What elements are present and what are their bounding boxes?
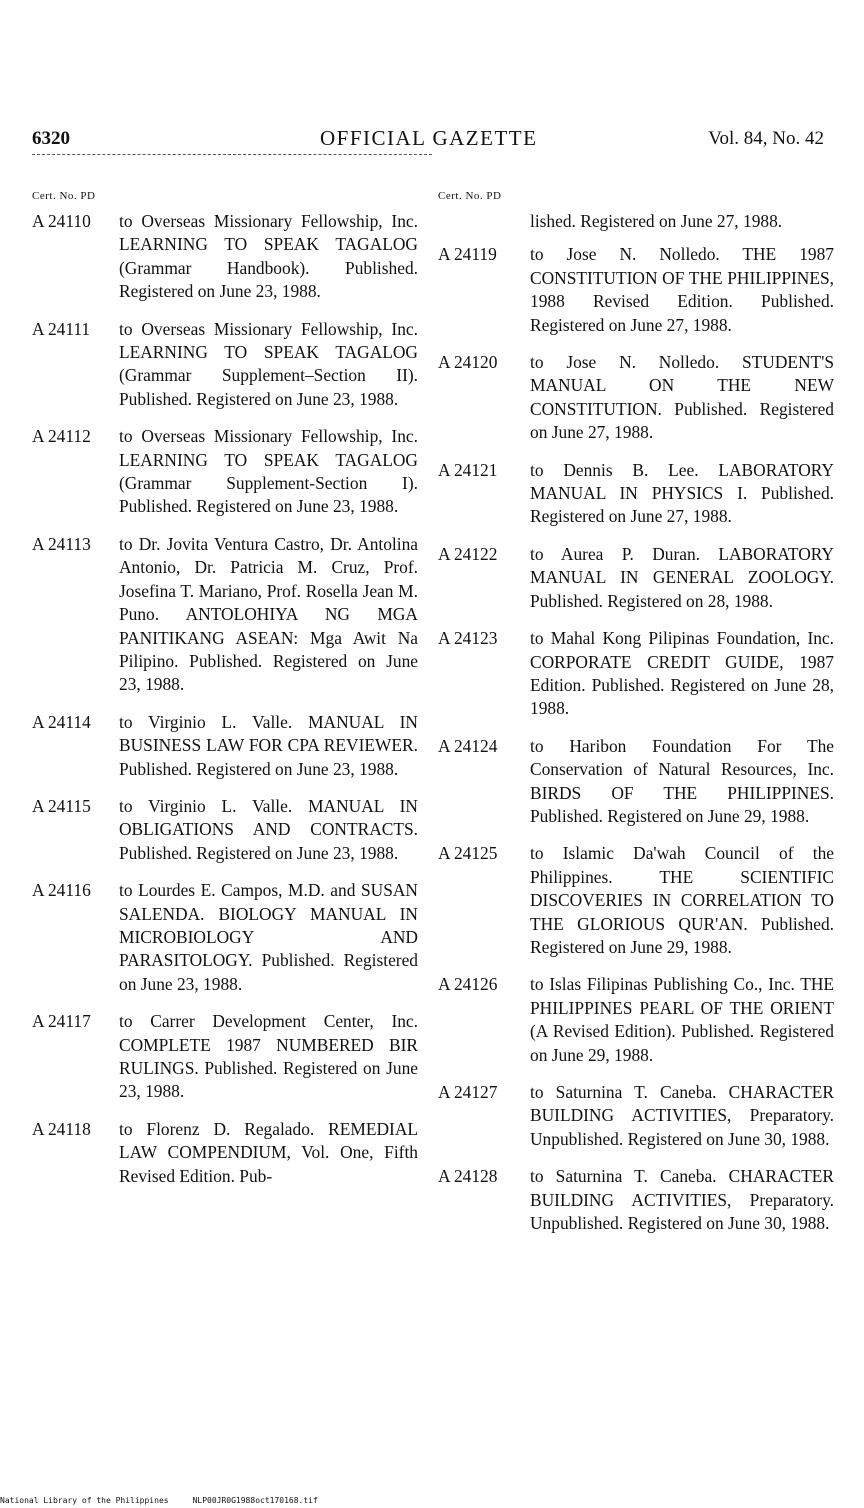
- cert-number: A 24128: [438, 1166, 498, 1187]
- certificate-entry: [32, 879, 418, 996]
- entry-text: to Virginio L. Valle. MANUAL IN OBLIGATIONS AND CONTRACTS. Published. Registered on June 23, 1988.: [119, 795, 418, 863]
- entry-text: to Mahal Kong Pilipinas Foundation, Inc. CORPORATE CREDIT GUIDE, 1987 Edition. Published. Registered on June 28, 1988.: [530, 628, 834, 719]
- entry-text: to Virginio L. Valle. MANUAL IN BUSINESS LAW FOR CPA REVIEWER. Published. Registered on June 23, 1988.: [119, 711, 418, 779]
- certificate-entry: [438, 973, 834, 1067]
- certificate-entry: [32, 318, 418, 412]
- cert-number: A 24123: [438, 628, 498, 649]
- entry-text: to Dennis B. Lee. LABORATORY MANUAL IN PHYSICS I. Published. Registered on June 27, 1988.: [530, 459, 834, 527]
- entry-text: to Saturnina T. Caneba. CHARACTER BUILDING ACTIVITIES, Preparatory. Unpublished. Registered on June 30, 1988.: [530, 1082, 834, 1149]
- cert-number: A 24113: [32, 533, 91, 554]
- cert-number: A 24117: [32, 1011, 91, 1032]
- certificate-entry: [438, 351, 834, 445]
- cert-number: A 24125: [438, 843, 498, 864]
- cert-number: A 24119: [438, 244, 497, 265]
- certificate-entry: [32, 795, 418, 865]
- entry-text: to Jose N. Nolledo. THE 1987 CONSTITUTION OF THE PHILIPPINES, 1988 Revised Edition. Published. Registered on June 27, 1988.: [530, 244, 834, 335]
- cert-heading: Cert. No. PD: [438, 190, 502, 202]
- page-number: 6320: [32, 128, 70, 149]
- publication-title: OFFICIAL GAZETTE: [320, 126, 538, 150]
- certificate-entry: [32, 1010, 418, 1104]
- certificate-entry: [438, 735, 834, 829]
- cert-number: A 24116: [32, 880, 91, 901]
- right-column: [438, 190, 834, 1249]
- cert-number: A 24122: [438, 543, 498, 564]
- entry-text: to Jose N. Nolledo. STUDENT'S MANUAL ON THE NEW CONSTITUTION. Published. Registered on June 27, 1988.: [530, 352, 834, 443]
- entry-text: to Saturnina T. Caneba. CHARACTER BUILDING ACTIVITIES, Preparatory. Unpublished. Registered on June 30, 1988.: [530, 1166, 834, 1234]
- certificate-entry: [438, 243, 834, 337]
- entry-text: to Lourdes E. Campos, M.D. and SUSAN SALENDA. BIOLOGY MANUAL IN MICROBIOLOGY AND PARASITOLOGY. Published. Registered on June 23, 1988.: [119, 880, 418, 994]
- cert-number: A 24118: [32, 1118, 91, 1139]
- cert-number: A 24110: [32, 211, 91, 231]
- cert-number: A 24115: [32, 795, 91, 816]
- entry-text: to Overseas Missionary Fellowship, Inc. LEARNING TO SPEAK TAGALOG (Grammar Handbook). Published. Registered on June 23, 1988.: [119, 211, 418, 302]
- entry-text: to Overseas Missionary Fellowship, Inc. LEARNING TO SPEAK TAGALOG (Grammar Supplement–Section II). Published. Registered on June 23, 1988.: [119, 318, 418, 409]
- certificate-entry: [438, 459, 834, 529]
- certificate-entry: [438, 1165, 834, 1235]
- scan-footer: [0, 1496, 342, 1505]
- scan-filename: NLP00JR0G1988oct170168.tif: [192, 1496, 318, 1505]
- cert-number: A 24121: [438, 459, 498, 480]
- cert-heading: Cert. No. PD: [32, 190, 96, 202]
- library-credit: National Library of the Philippines: [0, 1496, 169, 1505]
- certificate-entry: [32, 1118, 418, 1188]
- entry-text: to Dr. Jovita Ventura Castro, Dr. Antolina Antonio, Dr. Patricia M. Cruz, Prof. Josefina T. Mariano, Prof. Rosella Jean M. Puno. ANTOLOHIYA NG MGA PANITIKANG ASEAN: Mga Awit Na Pilipino. Published. Registered on June 23, 1988.: [119, 533, 418, 695]
- certificate-entry: [32, 210, 418, 304]
- certificate-entry: [32, 425, 418, 519]
- certificate-entry: [438, 842, 834, 959]
- entry-text: to Islamic Da'wah Council of the Philippines. THE SCIENTIFIC DISCOVERIES IN CORRELATION TO THE GLORIOUS QUR'AN. Published. Registered on June 29, 1988.: [530, 843, 834, 957]
- entry-text: to Aurea P. Duran. LABORATORY MANUAL IN GENERAL ZOOLOGY. Published. Registered on 28, 1988.: [530, 543, 834, 611]
- left-column: [32, 190, 418, 1202]
- entry-text: to Overseas Missionary Fellowship, Inc. LEARNING TO SPEAK TAGALOG (Grammar Supplement-Section I). Published. Registered on June 23, 1988.: [119, 426, 418, 517]
- header-rule: [32, 154, 432, 155]
- certificate-entry: [438, 627, 834, 721]
- cert-number: A 24126: [438, 974, 498, 995]
- certificate-entry: [32, 711, 418, 781]
- entry-text: to Haribon Foundation For The Conservation of Natural Resources, Inc. BIRDS OF THE PHILIPPINES. Published. Registered on June 29, 1988.: [530, 735, 834, 826]
- cert-number: A 24111: [32, 318, 91, 339]
- cert-number: A 24120: [438, 352, 498, 373]
- continued-entry-text: lished. Registered on June 27, 1988.: [530, 211, 783, 231]
- entry-text: to Islas Filipinas Publishing Co., Inc. THE PHILIPPINES PEARL OF THE ORIENT (A Revised Edition). Published. Registered on June 29, 1988.: [530, 974, 834, 1065]
- certificate-entry: [32, 533, 418, 697]
- entry-text: to Florenz D. Regalado. REMEDIAL LAW COMPENDIUM, Vol. One, Fifth Revised Edition. Pub-: [119, 1118, 418, 1186]
- certificate-entry: [438, 1081, 834, 1151]
- page-header: [32, 128, 824, 160]
- volume-issue: Vol. 84, No. 42: [708, 128, 824, 149]
- cert-number: A 24114: [32, 711, 91, 732]
- entry-text: to Carrer Development Center, Inc. COMPLETE 1987 NUMBERED BIR RULINGS. Published. Registered on June 23, 1988.: [119, 1011, 418, 1102]
- cert-number: A 24127: [438, 1082, 498, 1102]
- certificate-entry: [438, 543, 834, 613]
- cert-number: A 24112: [32, 426, 91, 447]
- cert-number: A 24124: [438, 735, 498, 756]
